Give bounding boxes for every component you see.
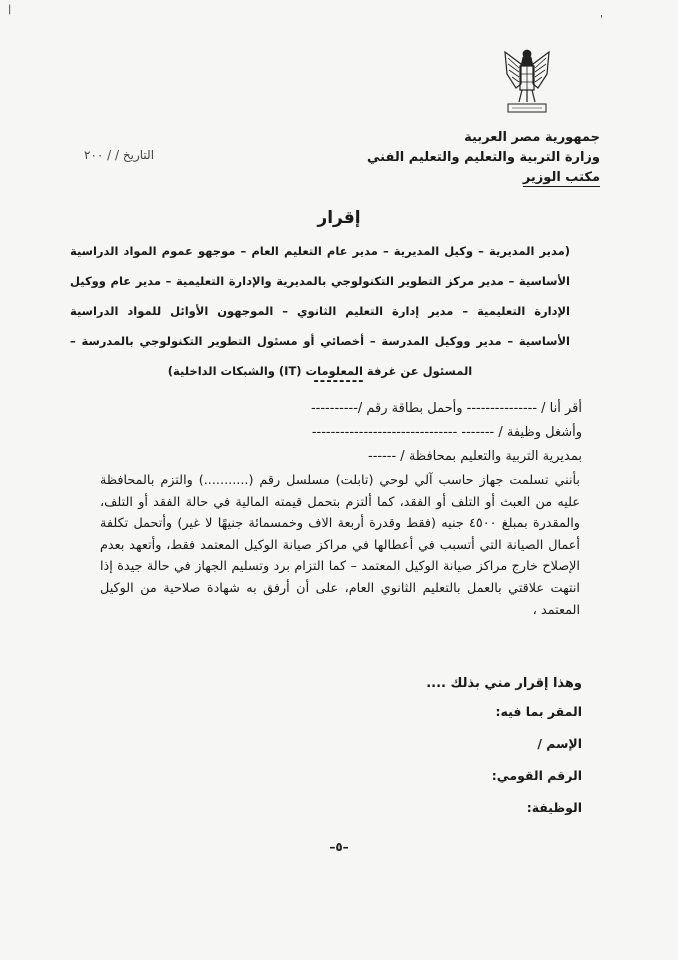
signature-job: الوظيفة:: [526, 800, 582, 815]
signature-name: الإسم /: [537, 736, 582, 751]
corner-mark: |: [8, 4, 12, 15]
signature-acknowledger: المقر بما فيه:: [495, 704, 582, 719]
eagle-emblem-icon: [502, 44, 552, 124]
intro-paragraph: (مدير المديرية – وكيل المديرية – مدير عام التعليم العام – موجهو عموم المواد الدراسية الأساسية – مدير مركز التطوير التكنولوجي بالمديرية والإدارة التعليمية – مدير عام ووكيل الإدارة التعليمية – مدير إدارة التعليم الثانوي – الموجهون الأوائل للمواد الدراسية الأساسية – مدير ووكيل المدرسة – أخصائي أو مسئول التطوير التكنولوجي بالمدرسة – المسئول عن غرفة المعلومات (IT) والشبكات الداخلية): [70, 244, 570, 378]
closing-statement: وهذا إقرار مني بذلك ....: [426, 676, 582, 691]
page-title: إقرار: [317, 208, 361, 228]
separator: --------: [313, 374, 365, 389]
declaration-directorate-line: بمديرية التربية والتعليم بمحافظة / ------: [368, 449, 582, 464]
signature-national-id: الرقم القومي:: [491, 768, 582, 783]
header-ministry: وزارة التربية والتعليم والتعليم الفني: [367, 150, 600, 165]
corner-mark: ': [600, 14, 603, 25]
page-number: –٥–: [329, 840, 349, 854]
body-paragraph: بأنني تسلمت جهاز حاسب آلي لوحي (تابلت) مسلسل رقم (...........) والتزم بالمحافظة عليه من العبث أو التلف أو الفقد، كما ألتزم بتحمل قيمته المالية في حالة الفقد أو التلف، والمقدرة بمبلغ ٤٥٠٠ جنيه (فقط وقدرة أربعة الاف وخمسمائة جنيهًا لا غير) وأتحمل تكلفة أعمال الصيانة التي أتسبب في أعطالها في مراكز صيانة الوكيل المعتمد فقط، وأتعهد بعدم الإصلاح خارج مراكز صيانة الوكيل المعتمد – كما التزام برد وتسليم الجهاز في حالة جيدة إذا انتهت علاقتي بالعمل بالتعليم الثانوي العام، على أن أرفق به شهادة صلاحية من الوكيل المعتمد ،: [100, 473, 580, 618]
ministry-header: [367, 128, 600, 188]
date-line: التاريخ / / ٢٠٠: [84, 148, 155, 162]
declaration-name-line: أقر أنا / --------------- وأحمل بطاقة رقم /----------: [310, 401, 582, 416]
declaration-job-line: وأشغل وظيفة / ------- -------------------------------: [311, 425, 582, 440]
header-office: مكتب الوزير: [522, 170, 600, 185]
header-country: جمهورية مصر العربية: [464, 130, 600, 145]
